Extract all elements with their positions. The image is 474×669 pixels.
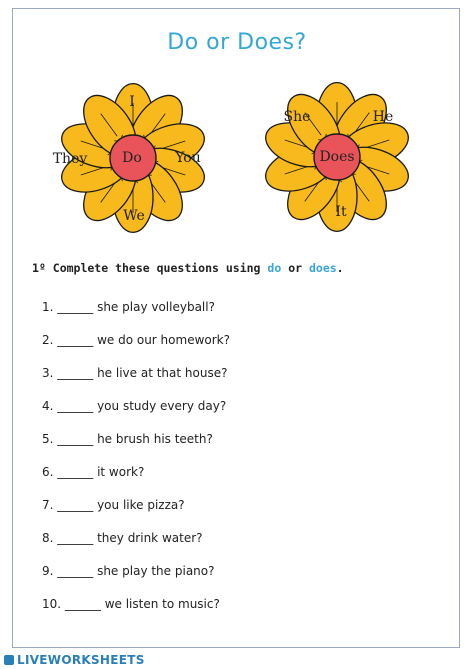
- question-list: [42, 300, 230, 630]
- instruction-suffix: .: [336, 261, 344, 275]
- question-item: 7. ______ you like pizza?: [42, 498, 185, 512]
- pencil-icon: [4, 655, 14, 665]
- petal-label-she: She: [283, 109, 311, 125]
- footer-bar: [0, 650, 474, 669]
- flower-center-does: Does: [319, 149, 355, 165]
- flower-do: [48, 78, 218, 238]
- instruction-prefix: 1º Complete these questions using: [32, 261, 268, 275]
- footer-logo-text: LIVEWORKSHEETS: [17, 653, 145, 667]
- question-item: 9. ______ she play the piano?: [42, 564, 215, 578]
- question-item: 2. ______ we do our homework?: [42, 333, 230, 347]
- question-item: 6. ______ it work?: [42, 465, 145, 479]
- instruction-word-do: do: [267, 261, 282, 275]
- question-item: 1. ______ she play volleyball?: [42, 300, 215, 314]
- question-item: 4. ______ you study every day?: [42, 399, 227, 413]
- question-item: 5. ______ he brush his teeth?: [42, 432, 213, 446]
- petal-label-i: I: [129, 94, 135, 110]
- question-item: 3. ______ he live at that house?: [42, 366, 228, 380]
- page-title: Do or Does?: [167, 30, 307, 55]
- instruction-word-does: does: [308, 261, 337, 275]
- petal-label-they: They: [52, 151, 88, 167]
- footer-logo[interactable]: [4, 653, 145, 667]
- instruction-text: [32, 261, 344, 275]
- petal-label-you: You: [175, 150, 201, 166]
- petal-label-he: He: [372, 109, 394, 125]
- instruction-middle: or: [281, 261, 309, 275]
- petal-label-it: It: [335, 204, 347, 220]
- question-item: 8. ______ they drink water?: [42, 531, 203, 545]
- question-item: 10. ______ we listen to music?: [42, 597, 220, 611]
- flower-center-do: Do: [122, 150, 142, 166]
- petal-label-we: We: [123, 208, 145, 224]
- flower-does: [252, 78, 422, 238]
